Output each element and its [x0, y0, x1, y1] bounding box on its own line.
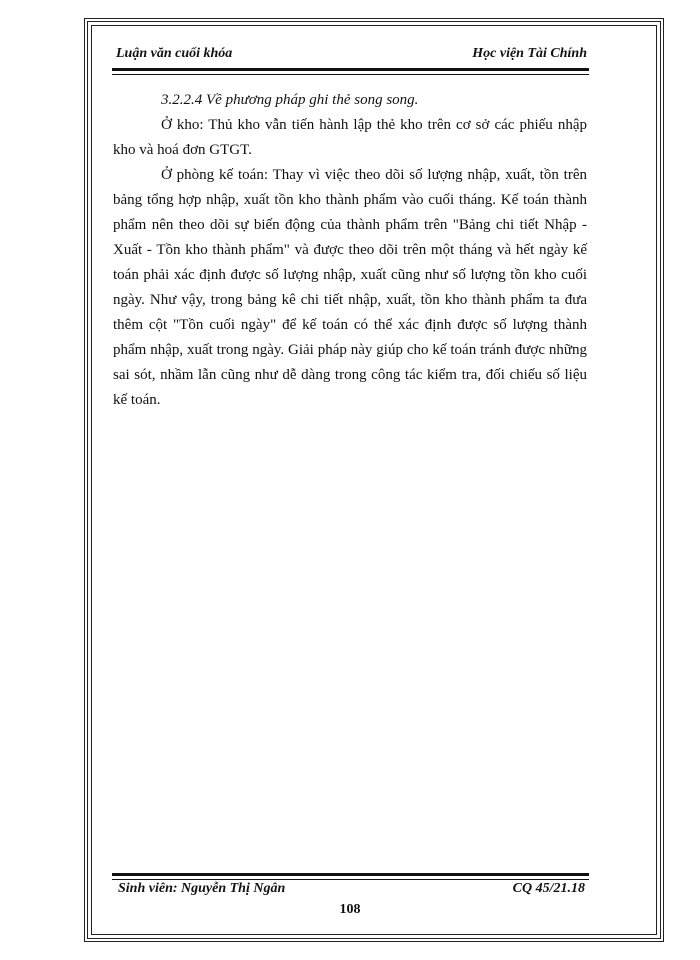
header-rule: [112, 68, 589, 75]
page-header: [112, 44, 587, 66]
footer-student-name: Sinh viên: Nguyễn Thị Ngân: [118, 881, 286, 896]
footer-rule: [112, 873, 589, 880]
section-title: 3.2.2.4 Về phương pháp ghi thẻ song song.: [161, 92, 419, 108]
paragraph-accounting: Ở phòng kế toán: Thay vì việc theo dõi số lượng nhập, xuất, tồn trên bảng tổng hợp nhập, xuất tồn kho thành phẩm vào cuối tháng. Kế toán thành phẩm nên theo dõi sự biến động của thành phẩm trên "Bảng chi tiết Nhập - Xuất - Tồn kho thành phẩm" và được theo dõi trên một tháng và hết ngày kế toán phải xác định được số lượng nhập, xuất cũng như số lượng tồn kho cuối ngày. Như vậy, trong bảng kê chi tiết nhập, xuất, tồn kho thành phẩm ta đưa thêm cột "Tồn cuối ngày" để kế toán có thể xác định được số lượng thành phẩm nhập, xuất trong ngày. Giải pháp này giúp cho kế toán tránh được những sai sót, nhầm lẫn cũng như dễ dàng trong công tác kiểm tra, đối chiếu số liệu kế toán.: [113, 167, 587, 408]
main-content: [113, 88, 587, 413]
header-institution: Học viện Tài Chính: [472, 46, 587, 61]
paragraph-warehouse: Ở kho: Thủ kho vẫn tiến hành lập thẻ kho trên cơ sở các phiếu nhập kho và hoá đơn GTGT.: [113, 117, 587, 158]
page-footer: [112, 881, 589, 901]
page-number: 108: [339, 902, 361, 917]
footer-class-code: CQ 45/21.18: [512, 881, 585, 896]
header-thesis-title: Luận văn cuối khóa: [116, 46, 233, 61]
